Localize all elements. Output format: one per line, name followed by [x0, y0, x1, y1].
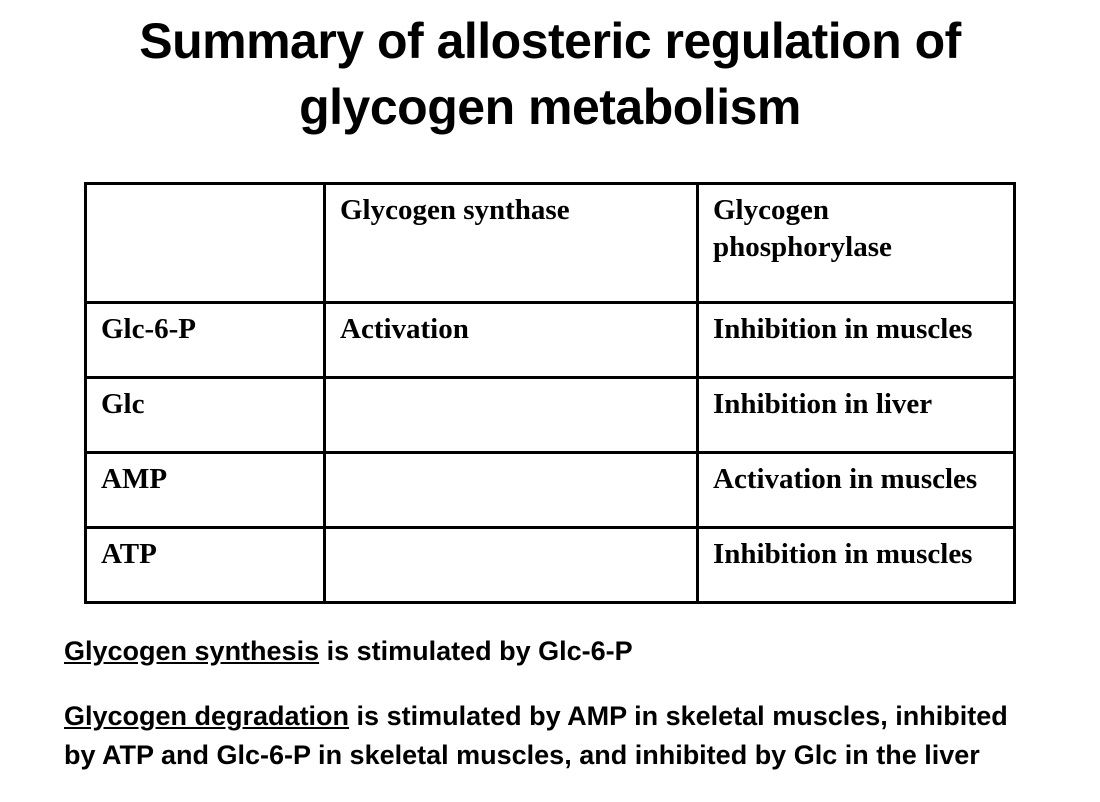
table-header-cell-blank	[86, 184, 325, 303]
note-glycogen-degradation-text: is stimulated by AMP in skeletal muscles, inhibited by ATP and Glc-6-P in skeletal muscles, and inhibited by Glc in the liver	[64, 701, 1008, 770]
cell-glc-6-p-phosphorylase: Inhibition in muscles	[698, 303, 1015, 378]
row-label-atp: ATP	[86, 528, 325, 603]
note-glycogen-degradation-term: Glycogen degradation	[64, 701, 350, 732]
table-row	[86, 303, 1015, 378]
row-label-glc: Glc	[86, 378, 325, 453]
row-label-glc-6-p: Glc-6-P	[86, 303, 325, 378]
table-header-row	[86, 184, 1015, 303]
table-row	[86, 453, 1015, 528]
cell-glc-synthase	[325, 378, 698, 453]
table-row	[86, 378, 1015, 453]
cell-amp-synthase	[325, 453, 698, 528]
cell-glc-6-p-synthase: Activation	[325, 303, 698, 378]
table-row	[86, 528, 1015, 603]
row-label-amp: AMP	[86, 453, 325, 528]
cell-atp-synthase	[325, 528, 698, 603]
note-glycogen-degradation	[64, 697, 1044, 774]
note-glycogen-synthesis-text: is stimulated by Glc-6-P	[319, 636, 633, 666]
note-glycogen-synthesis-term: Glycogen synthesis	[64, 636, 320, 666]
cell-glc-phosphorylase: Inhibition in liver	[698, 378, 1015, 453]
page-title: Summary of allosteric regulation of glycogen metabolism	[139, 13, 961, 135]
notes-section	[64, 632, 1044, 774]
table-header-cell-glycogen-synthase: Glycogen synthase	[325, 184, 698, 303]
allosteric-regulation-table	[84, 182, 1016, 604]
cell-amp-phosphorylase: Activation in muscles	[698, 453, 1015, 528]
summary-table-container	[84, 182, 1016, 604]
table-header-cell-glycogen-phosphorylase: Glycogen phosphorylase	[698, 184, 1015, 303]
cell-atp-phosphorylase: Inhibition in muscles	[698, 528, 1015, 603]
note-glycogen-synthesis	[64, 632, 1044, 670]
